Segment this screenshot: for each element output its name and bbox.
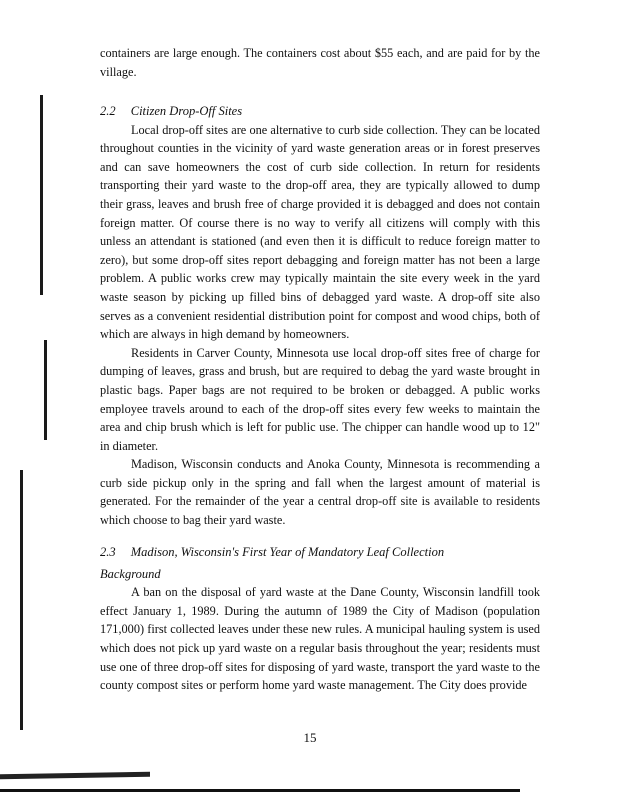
body-paragraph: A ban on the disposal of yard waste at the Dane County, Wisconsin landfill took effect January 1, 1989. During the autumn of 1989 the City of Madison (population 171,000) first collected leaves under these new rules. A municipal hauling system is used which does not pick up yard waste on a regular basis throughout the year; residents must use one of three drop-off sites for disposing of yard waste, transport the yard waste to the county compost sites or perform home yard waste management. The City does provide xyxy=(100,585,540,693)
section-subheading: Background xyxy=(100,566,161,581)
section-title: Madison, Wisconsin's First Year of Mandatory Leaf Collection xyxy=(130,545,445,559)
body-paragraph: Residents in Carver County, Minnesota use local drop-off sites free of charge for dumping of leaves, grass and brush, but are required to debag the yard waste brought in plastic bags. Paper bags are not required to be broken or debagged. A public works employee travels around to each of the drop-off sites every few weeks to maintain the area and chip brush which is left for public use. The chipper can handle wood up to 12" in diameter. xyxy=(100,345,540,453)
body-paragraph: Local drop-off sites are one alternative to curb side collection. They can be located throughout counties in the vicinity of yard waste generation areas or in forest preserves and can save homeowners the cost of curb side collection. In return for residents transporting their yard waste to the drop-off area, they are typically allowed to dump their grass, leaves and brush free of charge provided it is debagged and does not contain foreign matter. Of course there is no way to verify all citizens will comply with this unless an attendant is stationed (and even then it is difficult to reduce foreign matter to zero), but some drop-off sites report debagging and foreign matter has not been a large problem. A public works crew may typically maintain the site every week in the yard waste season by picking up filled bins of debagged yard waste. A drop-off site also serves as a convenient residential distribution point for compost and wood chips, both of which are always in high demand by homeowners. xyxy=(100,122,540,342)
scan-artifact-bottom xyxy=(0,789,520,792)
section-number: 2.3 xyxy=(100,545,116,559)
intro-block xyxy=(100,44,540,81)
section-title: Citizen Drop-Off Sites xyxy=(130,104,243,118)
scan-artifact-line xyxy=(20,470,23,730)
scan-artifact-line xyxy=(40,95,43,295)
section-number: 2.2 xyxy=(100,104,116,118)
section-heading xyxy=(100,102,540,121)
intro-paragraph: containers are large enough. The containers cost about $55 each, and are paid for by the village. xyxy=(100,46,540,79)
scan-artifact-bottom xyxy=(0,772,150,780)
page-number: 15 xyxy=(303,730,317,745)
section-2-3 xyxy=(100,543,540,695)
scan-artifact-line xyxy=(44,340,47,440)
body-paragraph: Madison, Wisconsin conducts and Anoka County, Minnesota is recommending a curb side pickup only in the spring and fall when the largest amount of material is generated. For the remainder of the year a central drop-off site is available to residents which choose to bag their yard waste. xyxy=(100,457,540,528)
section-2-2 xyxy=(100,102,540,530)
section-heading xyxy=(100,543,540,562)
